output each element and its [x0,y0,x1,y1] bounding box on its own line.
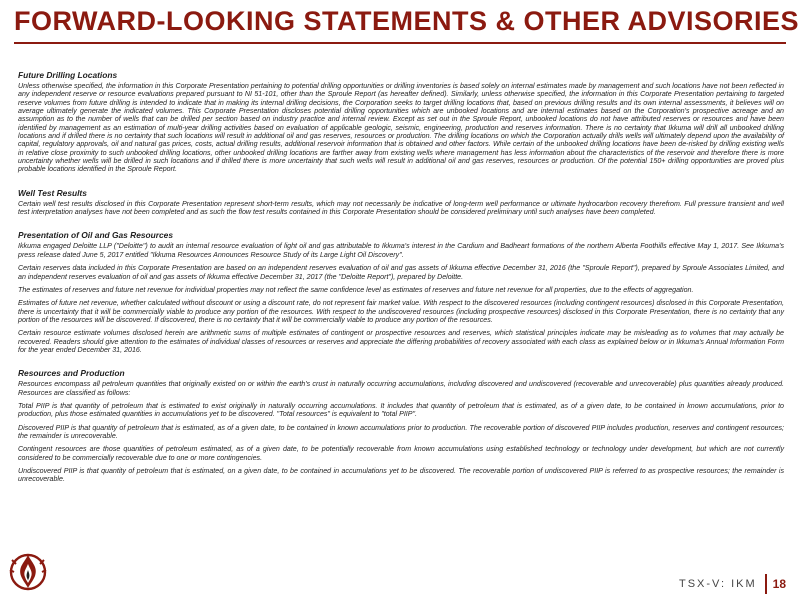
paragraph-presentation-1: Ikkuma engaged Deloitte LLP ("Deloitte") to audit an internal resource evaluation of light oil and gas attributable to Ikkuma's interest in the Cardium and Badheart formations of the northern Alberta Foothills effective May 1, 2017. See Ikkuma's press release dated June 5, 2017 entitled "Ikkuma Resources Announces Resource Study of its Large Light Oil Discovery". [18,242,784,259]
footer [679,574,786,594]
paragraph-future-drilling: Unless otherwise specified, the information in this Corporate Presentation pertaining to potential drilling opportunities or drilling inventories is based solely on internal estimates made by management and such locations have not been reflected in any independent reserve or resource evaluations prepared pursuant to NI 51-101, other than the Sproule Report (as hereafter defined). Similarly, unless otherwise specified, the information in this Corporate Presentation pertaining to targeted reserve volumes from future drilling is intended to indicate that in making its internal drilling decisions, the Corporation seeks to target drilling locations that, based on previous drilling results and its own internal assessments, it believes will on average ultimately generate the indicated volumes. This Corporate Presentation discloses potential drilling opportunities which are unbooked locations and are internal estimates based on the Corporation's prospective acreage and an assumption as to the number of wells that can be drilled per section based on industry practice and internal review. Except as set out in the Sproule Report, unbooked locations do not have attributed reserves or resources and have been identified by management as an estimation of multi-year drilling activities based on evaluation of applicable geologic, seismic, engineering, production and reserves information. There is no certainty that Ikkuma will drill all unbooked drilling locations and if drilled there is no certainty that such locations will result in additional oil and gas reserves, resources or production. The drilling locations on which the Corporation actually drills wells will ultimately depend upon the availability of capital, regulatory approvals, oil and natural gas prices, costs, actual drilling results, additional reservoir information that is obtained and other factors. While certain of the unbooked drilling locations have been de-risked by drilling existing wells in relative close proximity to such unbooked drilling locations, other unbooked drilling locations are farther away from existing wells where management has less information about the characteristics of the reservoir and therefore there is more uncertainty whether wells will be drilled in such locations and if drilled there is more uncertainty that such wells will result in additional oil and gas reserves, resources or production. Of the potential 150+ drilling opportunities are proved plus probable locations identified in the Sproule Report. [18,82,784,174]
section-heading-future-drilling: Future Drilling Locations [18,70,118,80]
advisory-body [18,70,784,489]
paragraph-presentation-2: Certain reserves data included in this Corporate Presentation are based on an independent reserves evaluation of oil and gas assets of Ikkuma effective December 31, 2016 (the "Sproule Report"), prepared by Sproule Associates Limited, and an independent reserves evaluation of oil and gas assets of Ikkuma effective December 31, 2017 (the "Deloitte Report"), prepared by Deloitte. [18,264,784,281]
paragraph-well-test: Certain well test results disclosed in this Corporate Presentation represent short-term results, which may not necessarily be indicative of long-term well performance or ultimate hydrocarbon recovery therefrom. Full pressure transient and well test interpretation analyses have not been completed and as such the flow test results contained in this Corporate Presentation should be considered preliminary until such analyses have been completed. [18,199,784,217]
paragraph-resources-1: Resources encompass all petroleum quantities that originally existed on or within the earth's crust in naturally occurring accumulations, including discovered and undiscovered (recoverable and unrecoverable) plus quantities already produced. Resources are classified as follows: [18,380,784,397]
paragraph-resources-3: Discovered PIIP is that quantity of petroleum that is estimated, as of a given date, to be contained in known accumulations prior to production. The recoverable portion of discovered PIIP includes production, reserves and contingent resources; the remainder is unrecoverable. [18,423,784,440]
flame-logo-icon [8,550,48,594]
title-underline [14,42,786,44]
section-heading-presentation: Presentation of Oil and Gas Resources [18,230,173,241]
paragraph-resources-5: Undiscovered PIIP is that quantity of petroleum that is estimated, on a given date, to be contained in accumulations yet to be discovered. The recoverable portion of undiscovered PIIP is referred to as prospective resources; the remainder is unrecoverable. [18,467,784,484]
paragraph-resources-2: Total PIIP is that quantity of petroleum that is estimated to exist originally in naturally occurring accumulations. It includes that quantity of petroleum that is estimated, as of a given date, to be contained in known accumulations, prior to production, plus those estimated quantities in accumulations yet to be discovered. "Total resources" is equivalent to "total PIIP". [18,401,784,419]
page-number: 18 [772,577,786,591]
section-heading-resources: Resources and Production [18,368,125,379]
paragraph-resources-4: Contingent resources are those quantities of petroleum estimated, as of a given date, to be potentially recoverable from known accumulations using established technology or technology under development, but which are not currently considered to be commercially recoverable due to one or more contingencies. [18,445,784,462]
paragraph-presentation-5: Certain resource estimate volumes disclosed herein are arithmetic sums of multiple estimates of contingent or prospective resources and reserves, which statistical principles indicate may be misleading as to volumes that may actually be recovered. Readers should give attention to the estimates of individual classes of resources or reserves and appreciate the differing probabilities of recovery associated with each class as explained below or in Ikkuma's Annual Information Form for the year ended December 31, 2016. [18,329,784,354]
footer-divider [765,574,767,594]
paragraph-presentation-4: Estimates of future net revenue, whether calculated without discount or using a discount rate, do not represent fair market value. With respect to the discovered resources (including contingent resources) disclosed in this Corporate Presentation, there is uncertainty that it will be commercially viable to produce any portion of the resources. With respect to the undiscovered resources (including prospective resources) disclosed in this Corporate Presentation, there is no certainty that any portion of the resources will be discovered. If discovered, there is no certainty that it will be commercially viable to produce any portion of the resources. [18,299,784,324]
section-heading-well-test: Well Test Results [18,187,87,198]
ticker-symbol: TSX-V: IKM [678,578,757,590]
page-title: FORWARD-LOOKING STATEMENTS & OTHER ADVISORIES [14,6,800,36]
paragraph-presentation-3: The estimates of reserves and future net revenue for individual properties may not reflect the same confidence level as estimates of reserves and future net revenue for all properties, due to the effects of aggregation. [18,285,694,294]
